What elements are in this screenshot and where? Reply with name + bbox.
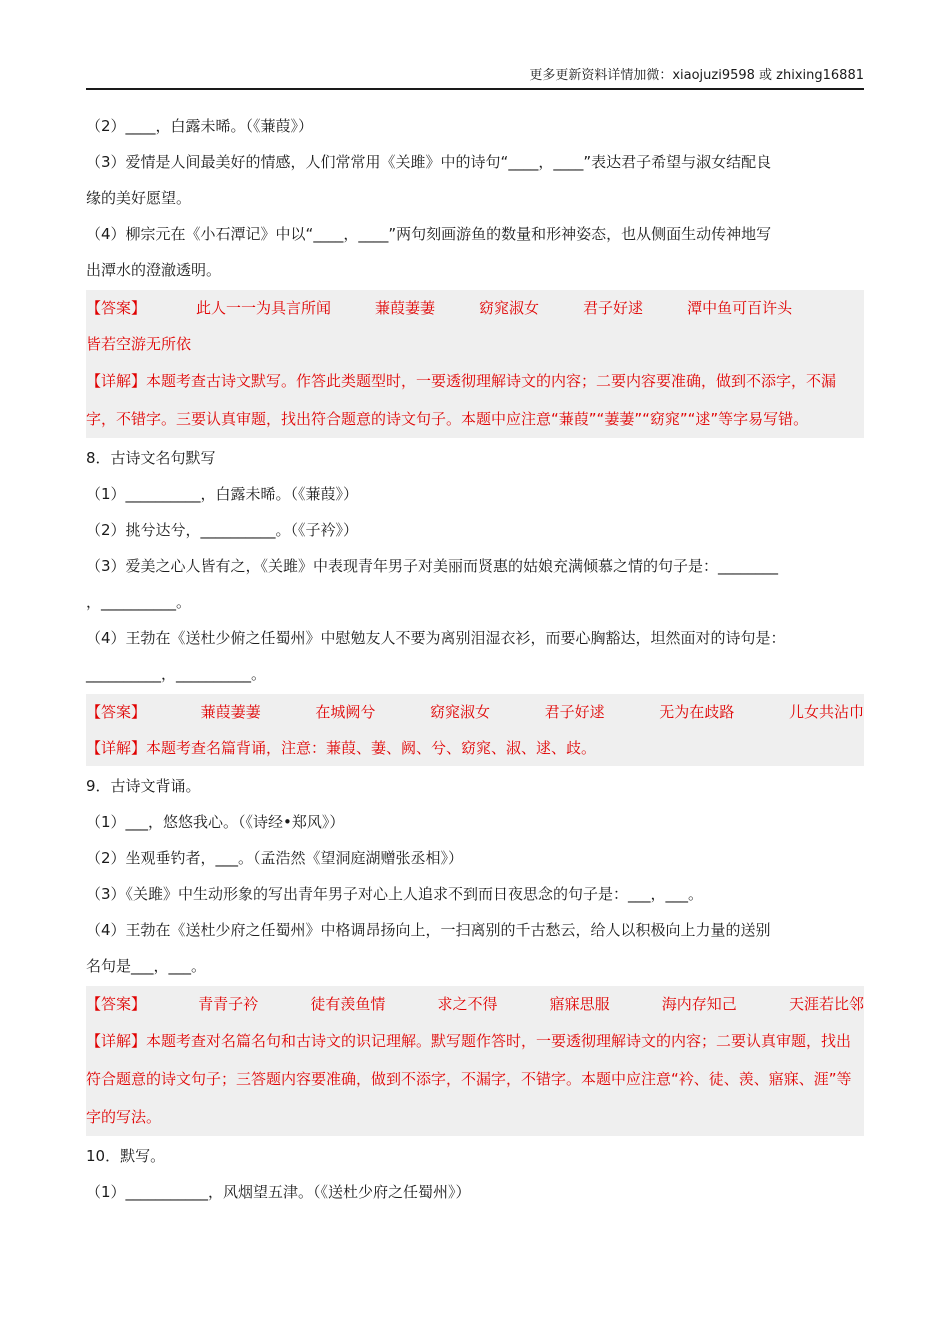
q9-item-1: （1）___，悠悠我心。（《诗经•郑风》） bbox=[86, 813, 345, 831]
answer-item: 窈窕淑女 bbox=[479, 299, 540, 317]
q9-item-4-line1: （4）王勃在《送杜少府之任蜀州》中格调昂扬向上，一扫离别的千古愁云，给人以积极向上力量的送别 bbox=[86, 921, 771, 939]
q7-detail: 【详解】本题考查古诗文默写。作答此类题型时，一要透彻理解诗文的内容；二要内容要准确，做到不添字，不漏字，不错字。三要认真审题，找出符合题意的诗文句子。本题中应注意“蒹葭”“萋萋”“窈窕”“逑”等字易写错。 bbox=[86, 372, 837, 428]
answer-item: 蒹葭萋萋 bbox=[375, 299, 436, 317]
q9-answer-row bbox=[86, 986, 864, 1022]
q9-title: 9．古诗文背诵。 bbox=[86, 777, 201, 795]
answer-tag: 【答案】 bbox=[86, 703, 147, 721]
answer-item: 皆若空游无所依 bbox=[86, 335, 192, 353]
q7-answer-row-cont bbox=[86, 326, 864, 362]
document-body bbox=[86, 108, 864, 1210]
q10-item-1: （1）___________，风烟望五津。（《送杜少府之任蜀州》） bbox=[86, 1183, 471, 1201]
q9-item-2: （2）坐观垂钓者，___。（孟浩然《望洞庭湖赠张丞相》） bbox=[86, 849, 464, 867]
answer-item: 此人一一为具言所闻 bbox=[196, 299, 332, 317]
answer-item: 海内存知己 bbox=[661, 995, 737, 1013]
q9-item-3: （3）《关雎》中生动形象的写出青年男子对心上人追求不到而日夜思念的句子是：___，___。 bbox=[86, 885, 704, 903]
q8-item-3-line1: （3）爱美之心人皆有之，《关雎》中表现青年男子对美丽而贤惠的姑娘充满倾慕之情的句子是：________ bbox=[86, 557, 779, 575]
q8-title: 8．古诗文名句默写 bbox=[86, 449, 216, 467]
answer-item: 潭中鱼可百许头 bbox=[687, 299, 793, 317]
answer-item: 天涯若比邻 bbox=[788, 995, 864, 1013]
answer-item: 君子好逑 bbox=[544, 703, 605, 721]
q8-item-4-line1: （4）王勃在《送杜少俯之任蜀州》中慰勉友人不要为离别泪湿衣衫，而要心胸豁达，坦然面对的诗句是： bbox=[86, 629, 786, 647]
q7-item-4-line1: （4）柳宗元在《小石潭记》中以“____，____”两句刻画游鱼的数量和形神姿态，也从侧面生动传神地写 bbox=[86, 225, 772, 243]
answer-tag: 【答案】 bbox=[86, 299, 147, 317]
q9-detail: 【详解】本题考查对名篇名句和古诗文的识记理解。默写题作答时，一要透彻理解诗文的内容；二要认真审题，找出符合题意的诗文句子；三答题内容要准确，做到不添字，不漏字，不错字。本题中应注意“衿、徒、羡、寤寐、涯”等字的写法。 bbox=[86, 1032, 852, 1126]
answer-item: 窈窕淑女 bbox=[429, 703, 490, 721]
answer-item: 无为在歧路 bbox=[659, 703, 735, 721]
q7-item-3-line1: （3）爱情是人间最美好的情感，人们常常用《关雎》中的诗句“____，____”表达君子希望与淑女结配良 bbox=[86, 153, 772, 171]
q8-item-2: （2）挑兮达兮，__________。（《子衿》） bbox=[86, 521, 359, 539]
answer-item: 蒹葭萋萋 bbox=[200, 703, 261, 721]
page-header bbox=[86, 64, 864, 90]
answer-tag: 【答案】 bbox=[86, 995, 147, 1013]
answer-item: 君子好逑 bbox=[583, 299, 644, 317]
q7-item-3-line2: 缘的美好愿望。 bbox=[86, 189, 192, 207]
answer-item: 求之不得 bbox=[437, 995, 498, 1013]
q9-answer-block bbox=[86, 986, 864, 1136]
q8-answer-block bbox=[86, 694, 864, 766]
q7-item-4-line2: 出潭水的澄澈透明。 bbox=[86, 261, 222, 279]
q8-item-3-line2: ，__________。 bbox=[86, 593, 192, 611]
header-text: 更多更新资料详情加微：xiaojuzi9598 或 zhixing16881 bbox=[529, 68, 864, 83]
q7-answer-row bbox=[86, 290, 864, 326]
q8-answer-row bbox=[86, 694, 864, 730]
q8-detail: 【详解】本题考查名篇背诵，注意：蒹葭、萋、阙、兮、窈窕、淑、逑、歧。 bbox=[86, 739, 597, 757]
answer-item: 在城阙兮 bbox=[315, 703, 376, 721]
answer-item: 青青子衿 bbox=[198, 995, 259, 1013]
answer-item: 儿女共沾巾 bbox=[788, 703, 864, 721]
q10-title: 10．默写。 bbox=[86, 1147, 166, 1165]
answer-item: 寤寐思服 bbox=[549, 995, 610, 1013]
q7-answer-block bbox=[86, 290, 864, 438]
q8-item-4-line2: __________，__________。 bbox=[86, 665, 267, 683]
answer-item: 徒有羡鱼情 bbox=[310, 995, 386, 1013]
q8-item-1: （1）__________，白露未晞。（《蒹葭》） bbox=[86, 485, 359, 503]
q9-item-4-line2: 名句是___，___。 bbox=[86, 957, 207, 975]
q7-item-2: （2）____，白露未晞。（《蒹葭》） bbox=[86, 117, 314, 135]
